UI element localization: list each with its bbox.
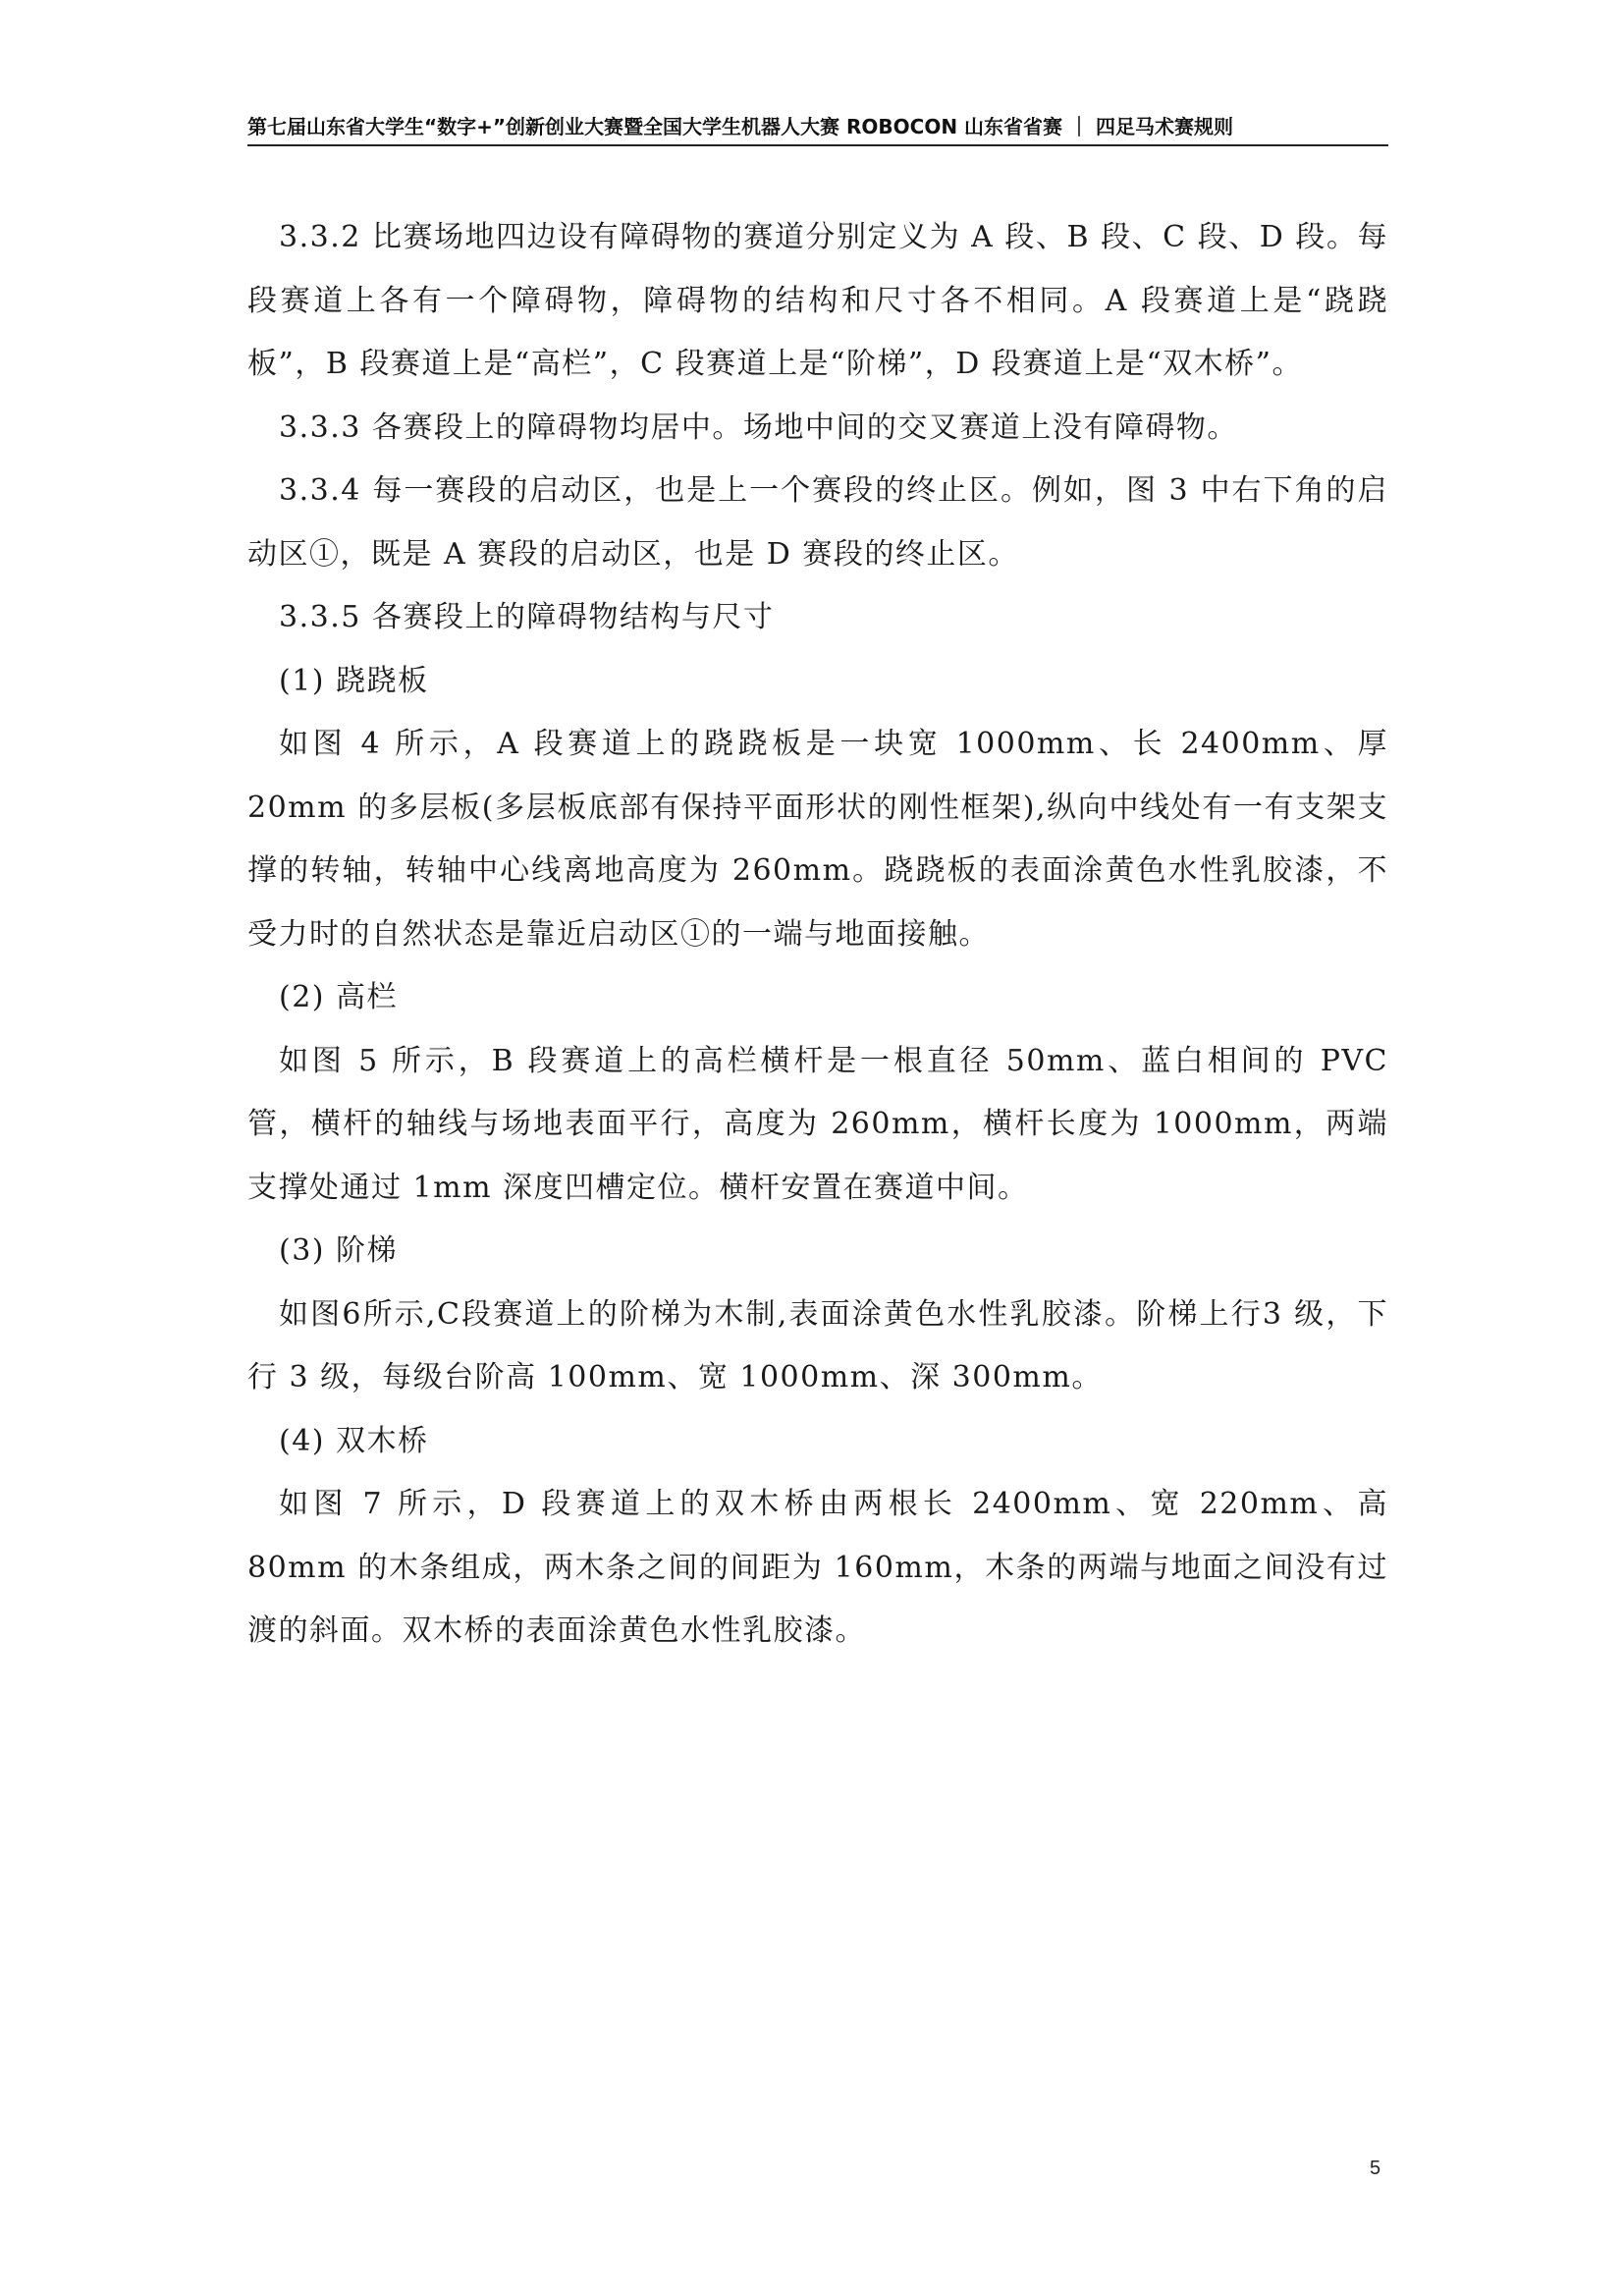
document-body [247, 206, 1388, 1664]
paragraph-3-3-2: 3.3.2 比赛场地四边设有障碍物的赛道分别定义为 A 段、B 段、C 段、D 段。每段赛道上各有一个障碍物，障碍物的结构和尺寸各不相同。A 段赛道上是“跷跷板”，B 段赛道上是“高栏”，C 段赛道上是“阶梯”，D 段赛道上是“双木桥”。 [247, 220, 1388, 381]
page-header [247, 113, 1388, 146]
paragraph-stairs: 如图6所示,C段赛道上的阶梯为木制,表面涂黄色水性乳胶漆。阶梯上行3 级，下行 3 级，每级台阶高 100mm、宽 1000mm、深 300mm。 [247, 1296, 1388, 1394]
paragraph-hurdle: 如图 5 所示，B 段赛道上的高栏横杆是一根直径 50mm、蓝白相间的 PVC 管，横杆的轴线与场地表面平行，高度为 260mm，横杆长度为 1000mm，两端支撑处通过 1mm 深度凹槽定位。横杆安置在赛道中间。 [247, 1043, 1388, 1205]
paragraph-3-3-5: 3.3.5 各赛段上的障碍物结构与尺寸 [279, 600, 775, 634]
paragraph-3-3-4: 3.3.4 每一赛段的启动区，也是上一个赛段的终止区。例如，图 3 中右下角的启动区①，既是 A 赛段的启动区，也是 D 赛段的终止区。 [247, 473, 1388, 572]
subheading-hurdle: (2) 高栏 [279, 980, 399, 1014]
subheading-seesaw: (1) 跷跷板 [279, 663, 429, 698]
paragraph-double-beam-bridge: 如图 7 所示，D 段赛道上的双木桥由两根长 2400mm、宽 220mm、高 80mm 的木条组成，两木条之间的间距为 160mm，木条的两端与地面之间没有过渡的斜面。双木桥的表面涂黄色水性乳胶漆。 [247, 1487, 1388, 1648]
paragraph-seesaw: 如图 4 所示，A 段赛道上的跷跷板是一块宽 1000mm、长 2400mm、厚 20mm 的多层板(多层板底部有保持平面形状的刚性框架),纵向中线处有一有支架支撑的转轴，转轴中心线离地高度为 260mm。跷跷板的表面涂黄色水性乳胶漆，不受力时的自然状态是靠近启动区①的一端与地面接触。 [247, 727, 1388, 952]
paragraph-3-3-3: 3.3.3 各赛段上的障碍物均居中。场地中间的交叉赛道上没有障碍物。 [279, 410, 1238, 445]
subheading-double-beam-bridge: (4) 双木桥 [279, 1423, 429, 1458]
header-title: 第七届山东省大学生“数字+”创新创业大赛暨全国大学生机器人大赛 ROBOCON 山东省省赛 ｜ 四足马术赛规则 [247, 115, 1233, 138]
subheading-stairs: (3) 阶梯 [279, 1233, 399, 1268]
page-number: 5 [1370, 2158, 1381, 2179]
